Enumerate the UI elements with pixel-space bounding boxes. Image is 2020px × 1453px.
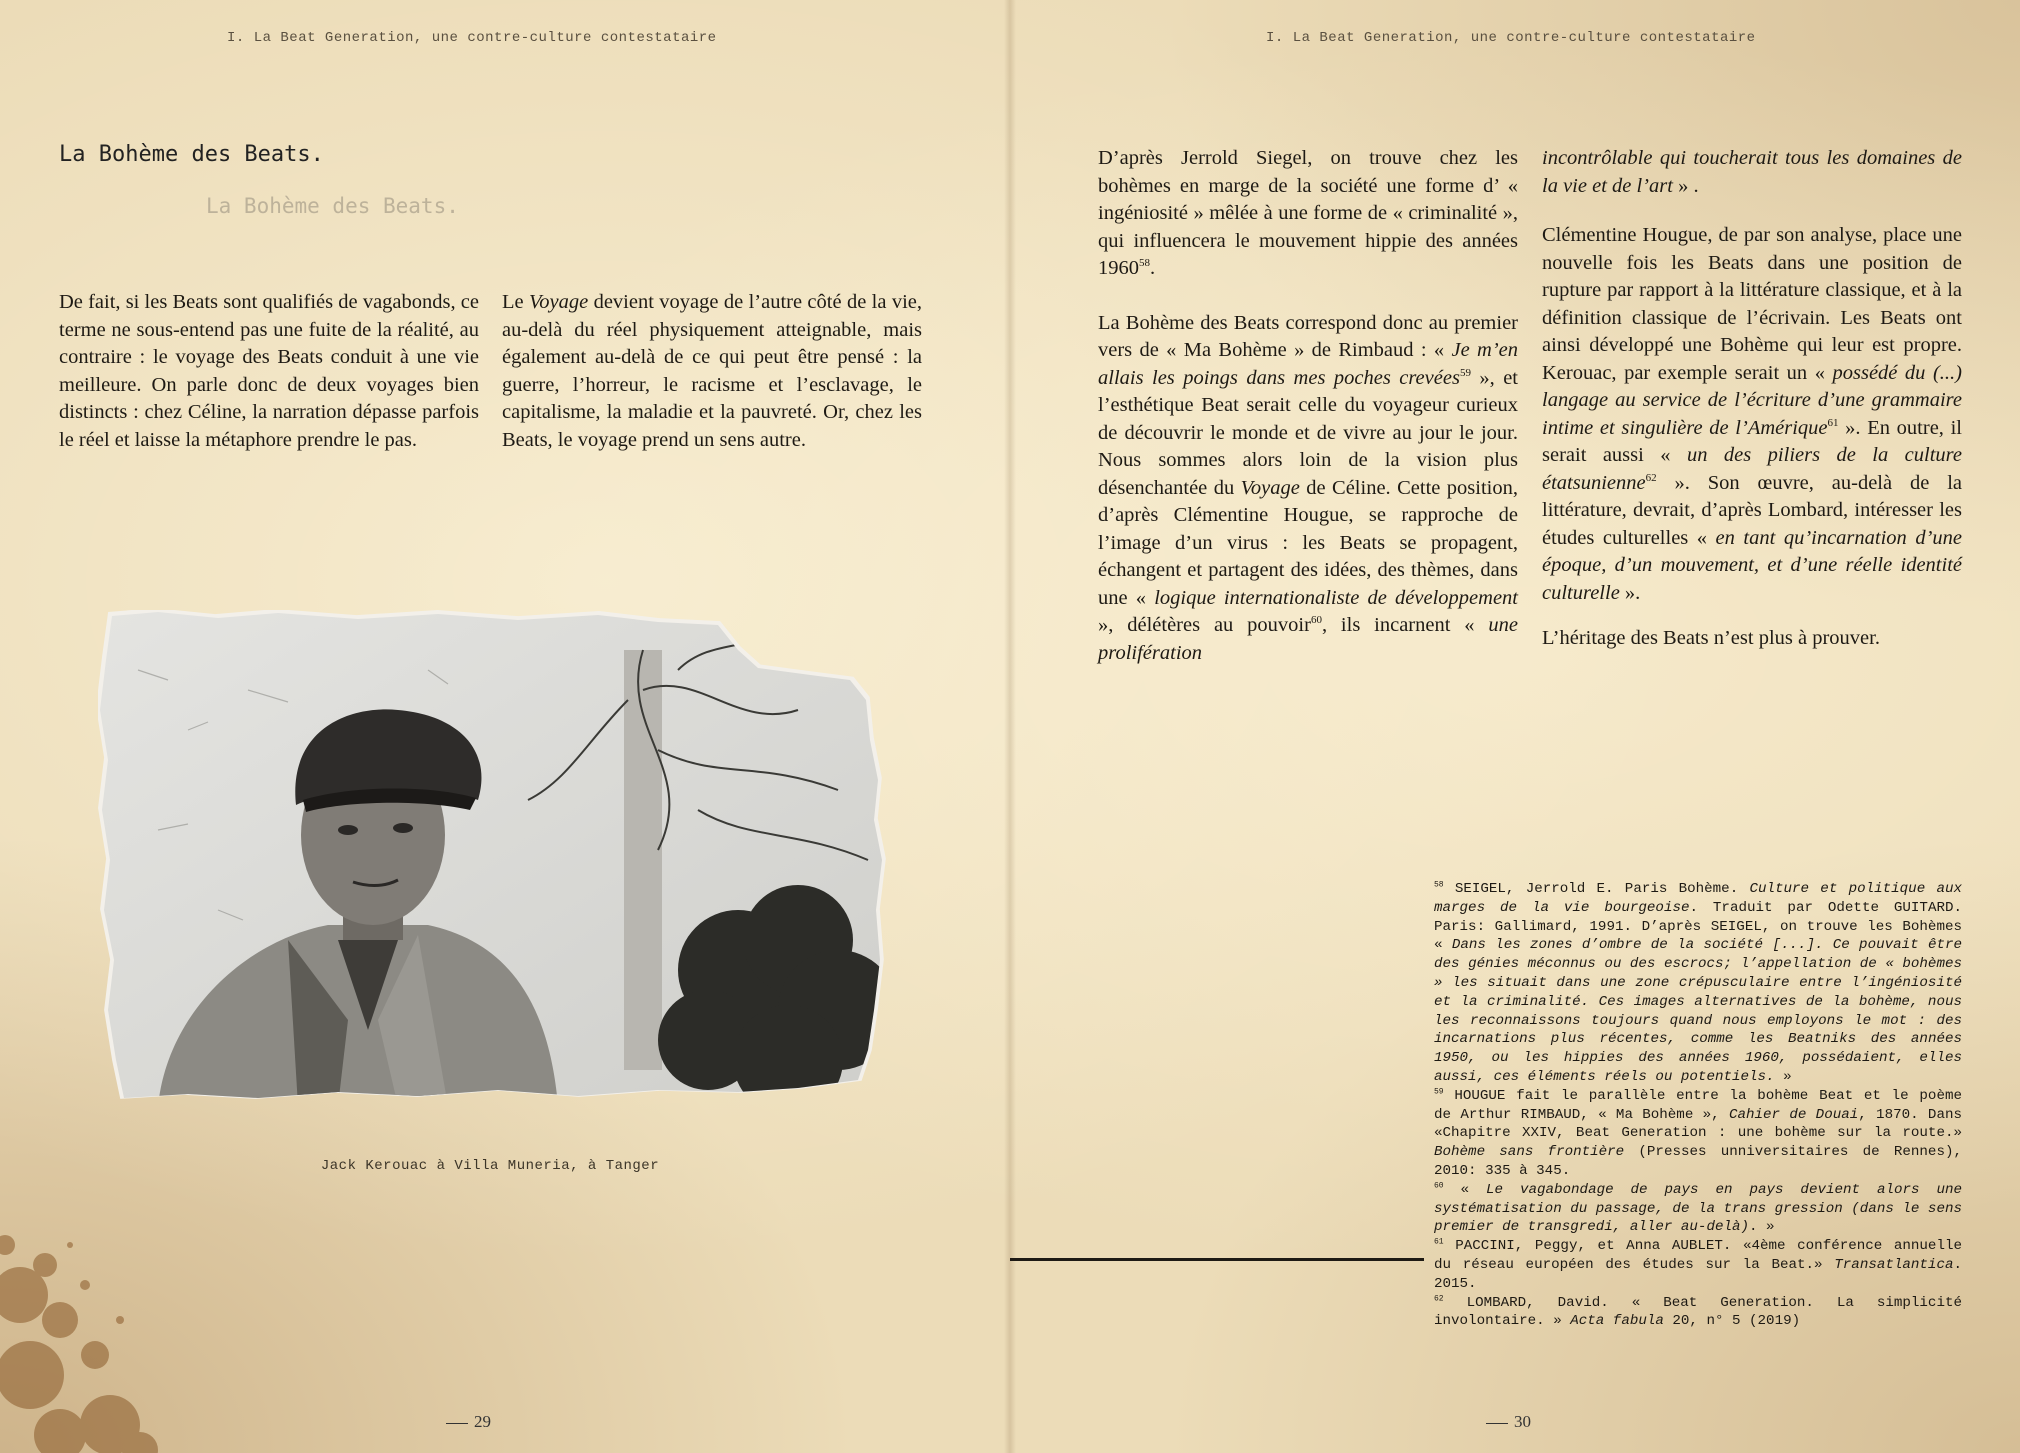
text-column-4 xyxy=(1542,145,1962,653)
footnotes xyxy=(1434,880,1962,1331)
page-title-ghost: La Bohème des Beats. xyxy=(206,194,459,218)
footnote-62: $^{62}$ LOMBARD, David. « Beat Generation. La simplicité involontaire. » Acta fabula 20, n° 5 (2019) xyxy=(1434,1293,1962,1330)
text-column-1 xyxy=(59,289,479,454)
page-number: 30 xyxy=(1486,1412,1531,1432)
paragraph: De fait, si les Beats sont qualifiés de vagabonds, ce terme ne sous-entend pas une fuite de la réalité, au contraire : le voyage des Beats conduit à une vie meilleure. On parle donc de deux voyages bien distincts : chez Céline, la narration dépasse parfois le réel et laisse la métaphore prendre le pas. xyxy=(59,291,479,451)
footnote-58: $^{58}$ SEIGEL, Jerrold E. Paris Bohème. Culture et politique aux marges de la vie bourgeoise. Traduit par Odette GUITARD. Paris: Gallimard, 1991. D’après SEIGEL, on trouve les Bohèmes « Dans les zones d’ombre de la société [...]. Ce pouvait être des génies méconnus ou des escrocs; l’appellation de « bohèmes » les situait dans une zone crépusculaire entre l’ingéniosité et la criminalité. Ces images alternatives de la bohème, nous les reconnaissons toujours quand nous employons le mot : des incarnations plus récentes, comme les Beatniks des années 1950, ou les hippies des années 1960, possédaient, elles aussi, ces éléments réels ou potentiels. » xyxy=(1434,880,1963,1085)
footnote-61: $^{61}$ PACCINI, Peggy, et Anna AUBLET. «4ème conférence annuelle du réseau européen des études sur la Beat.» Transatlantica. 2015. xyxy=(1434,1237,1962,1292)
text-column-3 xyxy=(1098,145,1518,667)
photo-caption: Jack Kerouac à Villa Muneria, à Tanger xyxy=(320,1158,660,1174)
running-head: I. La Beat Generation, une contre-culture contestataire xyxy=(1266,30,1756,46)
paragraph: La Bohème des Beats correspond donc au premier vers de « Ma Bohème » de Rimbaud : « Je m’en allais les poings dans mes poches crevées$^{59}$ », et l’esthétique Beat serait celle du voyageur curieux de découvrir le monde et de vivre au jour le jour. Nous sommes alors loin de la vision plus désenchantée du Voyage de Céline. Cette position, d’après Clémentine Hougue, se rapproche de l’image d’un virus : les Beats se propagent, échangent et partagent des idées, des thèmes, dans une « logique internationaliste de développement », délétères au pouvoir$^{60}$, ils incarnent « une prolifération xyxy=(1098,311,1519,664)
running-head: I. La Beat Generation, une contre-culture contestataire xyxy=(227,30,717,46)
coffee-stain xyxy=(0,1225,160,1453)
footnote-60: $^{60}$ « Le vagabondage de pays en pays devient alors une systématisation du passage, de la trans gression (dans le sens premier de transgredi, aller au-delà). » xyxy=(1434,1181,1963,1236)
footnote-59: $^{59}$ HOUGUE fait le parallèle entre la bohème Beat et le poème de Arthur RIMBAUD, « Ma Bohème », Cahier de Douai, 1870. Dans «Chapitre XXIV, Beat Generation : une bohème sur la route.» Bohème sans frontière (Presses unniversitaires de Rennes), 2010: 335 à 345. xyxy=(1434,1087,1962,1179)
paragraph: Clémentine Hougue, de par son analyse, place une nouvelle fois les Beats dans une position de rupture par rapport à la littérature classique, et à la définition classique de l’écrivain. Les Beats ont ainsi développé une Bohème qui leur est propre. Kerouac, par exemple serait un « possédé du (...) langage au service de l’écriture d’une grammaire intime et singulière de l’Amérique$^{61}$ ». En outre, il serait aussi « un des piliers de la culture étatsunienne$^{62}$ ». Son œuvre, au-delà de la littérature, devrait, d’après Lombard, intéresser les études culturelles « en tant qu’incarnation d’une époque, d’un mouvement, et d’une réelle identité culturelle ». xyxy=(1542,224,1962,604)
photo-illustration xyxy=(98,610,888,1106)
paragraph: D’après Jerrold Siegel, on trouve chez les bohèmes en marge de la société une forme d’ « ingéniosité » mêlée à une forme de « criminalité », qui influencera le mouvement hippie des années 1960$^{58}$. xyxy=(1098,147,1518,279)
page-title: La Bohème des Beats. xyxy=(59,142,324,167)
text-column-2 xyxy=(502,289,922,454)
paragraph: L’héritage des Beats n’est plus à prouver. xyxy=(1542,627,1880,649)
kerouac-photo xyxy=(98,610,888,1106)
paragraph: incontrôlable qui toucherait tous les domaines de la vie et de l’art » . xyxy=(1542,147,1962,197)
paragraph: Le Voyage devient voyage de l’autre côté de la vie, au-delà du réel physiquement atteignable, mais également au-delà de ce qui peut être pensé : la guerre, l’horreur, le racisme et l’esclavage, le capitalisme, la maladie et la pauvreté. Or, chez les Beats, le voyage prend un sens autre. xyxy=(502,291,922,451)
page-number: 29 xyxy=(446,1412,491,1432)
footnote-rule xyxy=(1010,1258,1424,1261)
